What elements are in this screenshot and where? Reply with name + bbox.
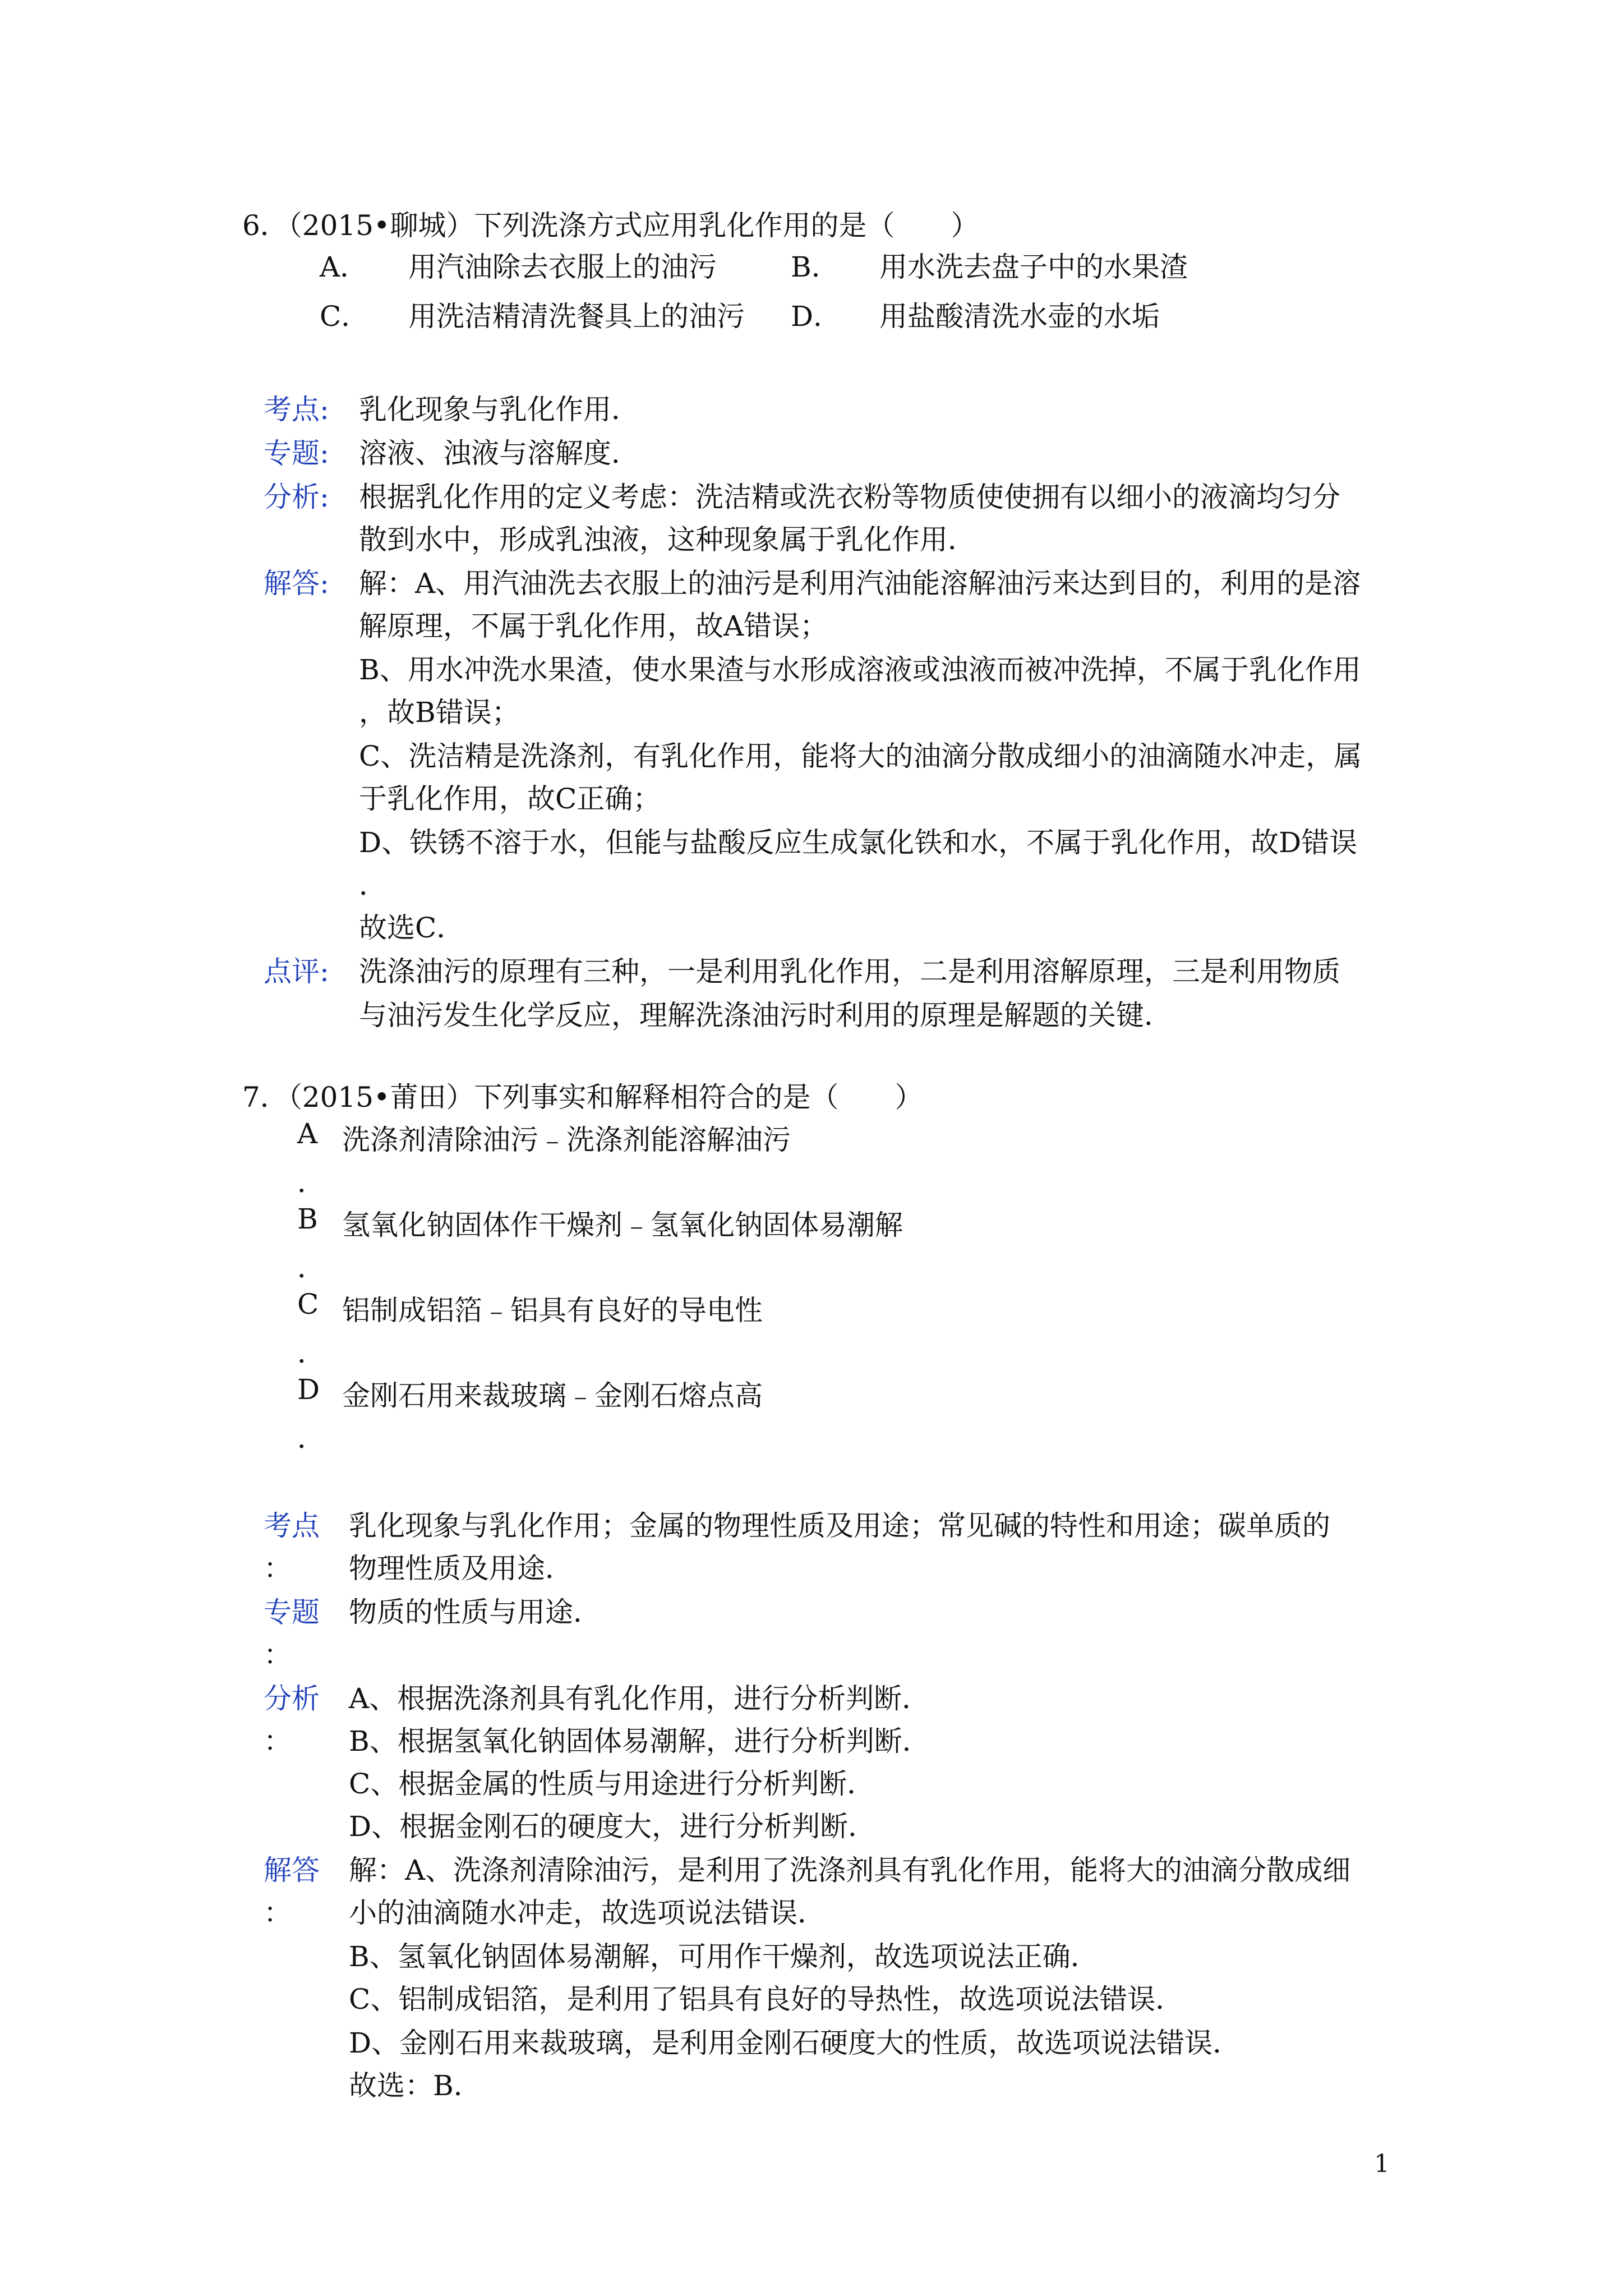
q6-option-c-letter: C． bbox=[320, 300, 370, 333]
q7-fenxi-line: B、根据氢氧化钠固体易潮解，进行分析判断． bbox=[349, 1725, 930, 1757]
q6-jieda-line: ． bbox=[359, 869, 387, 901]
q7-option-c-text: 铝制成铝箔﹣铝具有良好的导电性 bbox=[342, 1294, 763, 1327]
q7-fenxi-line: A、根据洗涤剂具有乳化作用，进行分析判断． bbox=[349, 1682, 930, 1715]
q7-label-fenxi: 分析 bbox=[264, 1682, 320, 1715]
q6-label-fenxi: 分析: bbox=[264, 481, 329, 513]
q6-jieda-line: C、洗洁精是洗涤剂，有乳化作用，能将大的油滴分散成细小的油滴随水冲走，属 bbox=[359, 740, 1362, 772]
q7-jieda-line: 解：A、洗涤剂清除油污，是利用了洗涤剂具有乳化作用，能将大的油滴分散成细 bbox=[349, 1854, 1351, 1887]
q6-jieda-line: 解：A、用汽油洗去衣服上的油污是利用汽油能溶解油污来达到目的，利用的是溶 bbox=[359, 567, 1361, 600]
q7-label-jieda-colon: ： bbox=[264, 1897, 292, 1929]
q7-option-b-dot: ． bbox=[297, 1251, 325, 1284]
q7-option-a-letter: A bbox=[297, 1117, 318, 1150]
q7-option-c-dot: ． bbox=[297, 1337, 325, 1369]
q6-jieda-line: B、用水冲洗水果渣，使水果渣与水形成溶液或浊液而被冲洗掉，不属于乳化作用 bbox=[359, 654, 1361, 686]
q7-kaodian-line: 物理性质及用途． bbox=[349, 1552, 573, 1585]
q7-option-b-text: 氢氧化钠固体作干燥剂﹣氢氧化钠固体易潮解 bbox=[342, 1209, 903, 1241]
q6-option-a-text: 用汽油除去衣服上的油污 bbox=[408, 251, 717, 283]
q6-dianping-line: 与油污发生化学反应，理解洗涤油污时利用的原理是解题的关键． bbox=[359, 999, 1172, 1032]
q7-option-b-letter: B bbox=[297, 1203, 318, 1235]
q7-option-d-dot: ． bbox=[297, 1422, 325, 1455]
q6-option-c-text: 用洗洁精清洗餐具上的油污 bbox=[408, 300, 745, 333]
q7-label-kaodian: 考点 bbox=[264, 1510, 320, 1542]
q6-label-jieda: 解答: bbox=[264, 567, 329, 600]
q7-option-d-text: 金刚石用来裁玻璃﹣金刚石熔点高 bbox=[342, 1379, 763, 1412]
q7-jieda-line: C、铝制成铝箔，是利用了铝具有良好的导热性，故选项说法错误． bbox=[349, 1983, 1184, 2016]
q7-jieda-line: 故选：B． bbox=[349, 2069, 482, 2102]
q7-label-kaodian-colon: ： bbox=[264, 1552, 292, 1585]
q6-option-b-text: 用水洗去盘子中的水果渣 bbox=[879, 251, 1188, 283]
q6-dianping-line: 洗涤油污的原理有三种，一是利用乳化作用，二是利用溶解原理，三是利用物质 bbox=[359, 955, 1340, 988]
q7-jieda-line: 小的油滴随水冲走，故选项说法错误． bbox=[349, 1897, 826, 1929]
q7-label-zhuanti-colon: ： bbox=[264, 1639, 292, 1671]
q6-stem: 6．（2015•聊城）下列洗涤方式应用乳化作用的是（ ） bbox=[242, 209, 979, 242]
q6-jieda-line: ，故B错误； bbox=[359, 696, 520, 729]
q6-zhuanti-text: 溶液、浊液与溶解度． bbox=[359, 437, 639, 470]
q6-option-b-letter: B． bbox=[791, 251, 840, 283]
q7-zhuanti: 物质的性质与用途． bbox=[349, 1596, 601, 1628]
q7-label-fenxi-colon: ： bbox=[264, 1725, 292, 1757]
q6-fenxi-line: 根据乳化作用的定义考虑：洗洁精或洗衣粉等物质使使拥有以细小的液滴均匀分 bbox=[359, 481, 1340, 513]
q7-stem: 7．（2015•莆田）下列事实和解释相符合的是（ ） bbox=[242, 1081, 923, 1114]
q6-option-a-letter: A． bbox=[320, 251, 368, 283]
q6-fenxi-line: 散到水中，形成乳浊液，这种现象属于乳化作用． bbox=[359, 523, 976, 556]
q7-jieda-line: B、氢氧化钠固体易潮解，可用作干燥剂，故选项说法正确． bbox=[349, 1940, 1099, 1973]
q7-label-zhuanti: 专题 bbox=[264, 1596, 320, 1628]
q6-option-d-letter: D． bbox=[791, 300, 842, 333]
q7-fenxi-line: C、根据金属的性质与用途进行分析判断． bbox=[349, 1768, 875, 1800]
q7-jieda-line: D、金刚石用来裁玻璃，是利用金刚石硬度大的性质，故选项说法错误． bbox=[349, 2027, 1241, 2059]
q7-option-d-letter: D bbox=[297, 1373, 320, 1406]
page-number: 1 bbox=[1374, 2150, 1390, 2178]
q7-option-c-letter: C bbox=[297, 1288, 319, 1320]
q7-option-a-text: 洗涤剂清除油污﹣洗涤剂能溶解油污 bbox=[342, 1124, 791, 1156]
q7-label-jieda: 解答 bbox=[264, 1854, 320, 1887]
q6-option-d-text: 用盐酸清洗水壶的水垢 bbox=[879, 300, 1160, 333]
q7-kaodian-line: 乳化现象与乳化作用；金属的物理性质及用途；常见碱的特性和用途；碳单质的 bbox=[349, 1510, 1330, 1542]
q7-option-a-dot: ． bbox=[297, 1166, 325, 1199]
q6-label-zhuanti: 专题: bbox=[264, 437, 329, 470]
q6-jieda-line: 解原理，不属于乳化作用，故A错误； bbox=[359, 610, 828, 642]
q6-jieda-line: 于乳化作用，故C正确； bbox=[359, 783, 661, 815]
q6-label-kaodian: 考点: bbox=[264, 393, 329, 426]
q7-fenxi-line: D、根据金刚石的硬度大，进行分析判断． bbox=[349, 1810, 877, 1843]
q6-label-dianping: 点评: bbox=[264, 955, 329, 988]
q6-kaodian: 乳化现象与乳化作用． bbox=[359, 393, 639, 426]
q6-jieda-line: D、铁锈不溶于水，但能与盐酸反应生成氯化铁和水，不属于乳化作用，故D错误 bbox=[359, 826, 1358, 859]
q6-jieda-line: 故选C． bbox=[359, 912, 465, 944]
